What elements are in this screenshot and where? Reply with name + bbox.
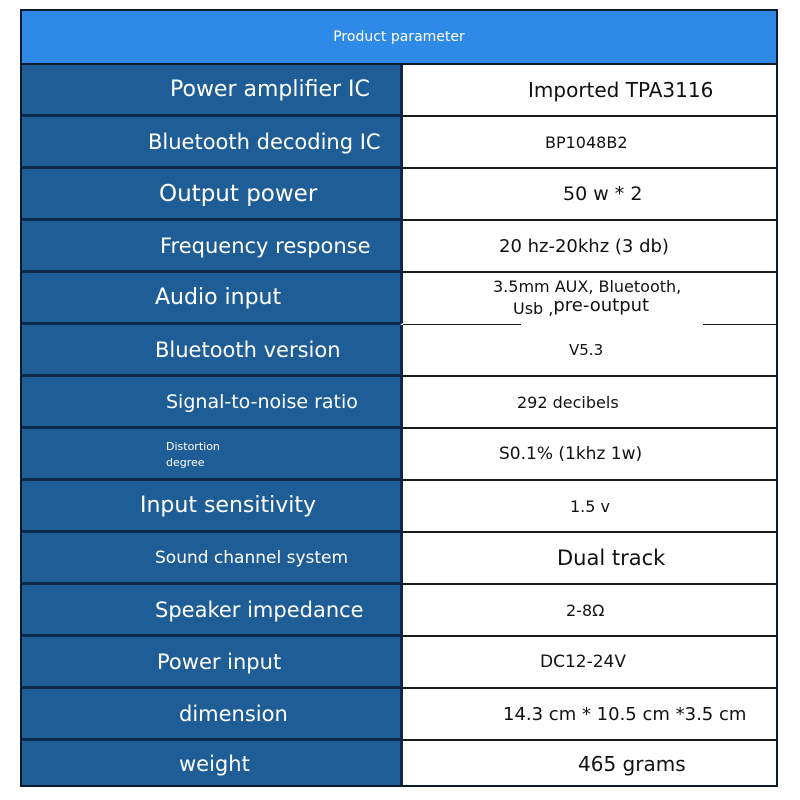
row-value-cell: [400, 741, 776, 787]
table-row: [22, 377, 776, 429]
row-label-cell: [22, 273, 400, 325]
row-value-cell: [400, 481, 776, 533]
row-value: V5.3: [569, 341, 604, 359]
row-label: Power amplifier IC: [170, 77, 370, 102]
row-value-cell: [400, 325, 776, 377]
row-value-cell: [400, 585, 776, 637]
row-value: 465 grams: [578, 752, 686, 776]
row-label-cell: [22, 325, 400, 377]
row-value: 50 w * 2: [563, 183, 643, 205]
row-label-cell: [22, 221, 400, 273]
row-value-cell: [400, 689, 776, 741]
row-label-cell: [22, 585, 400, 637]
row-label-cell: [22, 117, 400, 169]
row-value-cell: [400, 65, 776, 117]
row-value-line1: 3.5mm AUX, Bluetooth,: [493, 277, 682, 296]
parameter-table: [20, 9, 778, 787]
row-value: BP1048B2: [545, 132, 628, 152]
table-row: [22, 689, 776, 741]
row-value: 292 decibels: [517, 392, 619, 412]
row-label: Frequency response: [160, 233, 371, 258]
row-value-cell: [400, 273, 776, 325]
row-value-cell: [400, 637, 776, 689]
table-row: [22, 585, 776, 637]
row-label-cell: [22, 637, 400, 689]
table-row: [22, 117, 776, 169]
row-value: 14.3 cm * 10.5 cm *3.5 cm: [503, 703, 747, 725]
table-row: [22, 221, 776, 273]
row-value: S0.1% (1khz 1w): [499, 444, 643, 464]
row-value-cell: [400, 429, 776, 481]
table-row: [22, 429, 776, 481]
table-row: [22, 533, 776, 585]
row-label: Input sensitivity: [140, 493, 316, 518]
row-label: Speaker impedance: [155, 597, 364, 622]
row-label-cell: [22, 481, 400, 533]
row-value-cell: [400, 221, 776, 273]
row-label-line1: Distortion: [166, 440, 220, 453]
table-header: [22, 11, 776, 65]
table-row: [22, 637, 776, 689]
row-value: DC12-24V: [540, 652, 626, 672]
table-row: [22, 65, 776, 117]
row-value-cell: [400, 533, 776, 585]
row-label: weight: [179, 752, 250, 776]
row-label-cell: [22, 533, 400, 585]
row-label-cell: [22, 429, 400, 481]
row-value: Dual track: [557, 546, 666, 570]
row-label-cell: [22, 169, 400, 221]
row-label-cell: [22, 741, 400, 787]
row-label: Sound channel system: [155, 547, 349, 568]
table-row: [22, 273, 776, 325]
row-value: Imported TPA3116: [528, 78, 714, 102]
row-value: 20 hz-20khz (3 db): [499, 235, 669, 257]
row-value-cell: [400, 117, 776, 169]
table-title: Product parameter: [333, 29, 465, 45]
row-value: 2-8Ω: [566, 600, 605, 620]
row-label: Bluetooth decoding IC: [148, 129, 381, 154]
table-row: [22, 741, 776, 787]
row-label: Bluetooth version: [155, 337, 341, 362]
table-row: [22, 325, 776, 377]
row-label: dimension: [179, 701, 288, 726]
row-value-cell: [400, 169, 776, 221]
row-label-cell: [22, 689, 400, 741]
row-label-cell: [22, 377, 400, 429]
row-value: 1.5 v: [570, 496, 610, 516]
table-row: [22, 481, 776, 533]
table-row: [22, 169, 776, 221]
row-label-line2: degree: [166, 456, 205, 469]
row-label: Audio input: [155, 285, 282, 310]
row-label: Power input: [157, 649, 282, 674]
row-value-line2: Usb ,pre-output: [513, 295, 650, 318]
row-value-cell: [400, 377, 776, 429]
row-label: Output power: [159, 180, 318, 207]
row-label: Signal-to-noise ratio: [166, 390, 358, 413]
row-label-cell: [22, 65, 400, 117]
